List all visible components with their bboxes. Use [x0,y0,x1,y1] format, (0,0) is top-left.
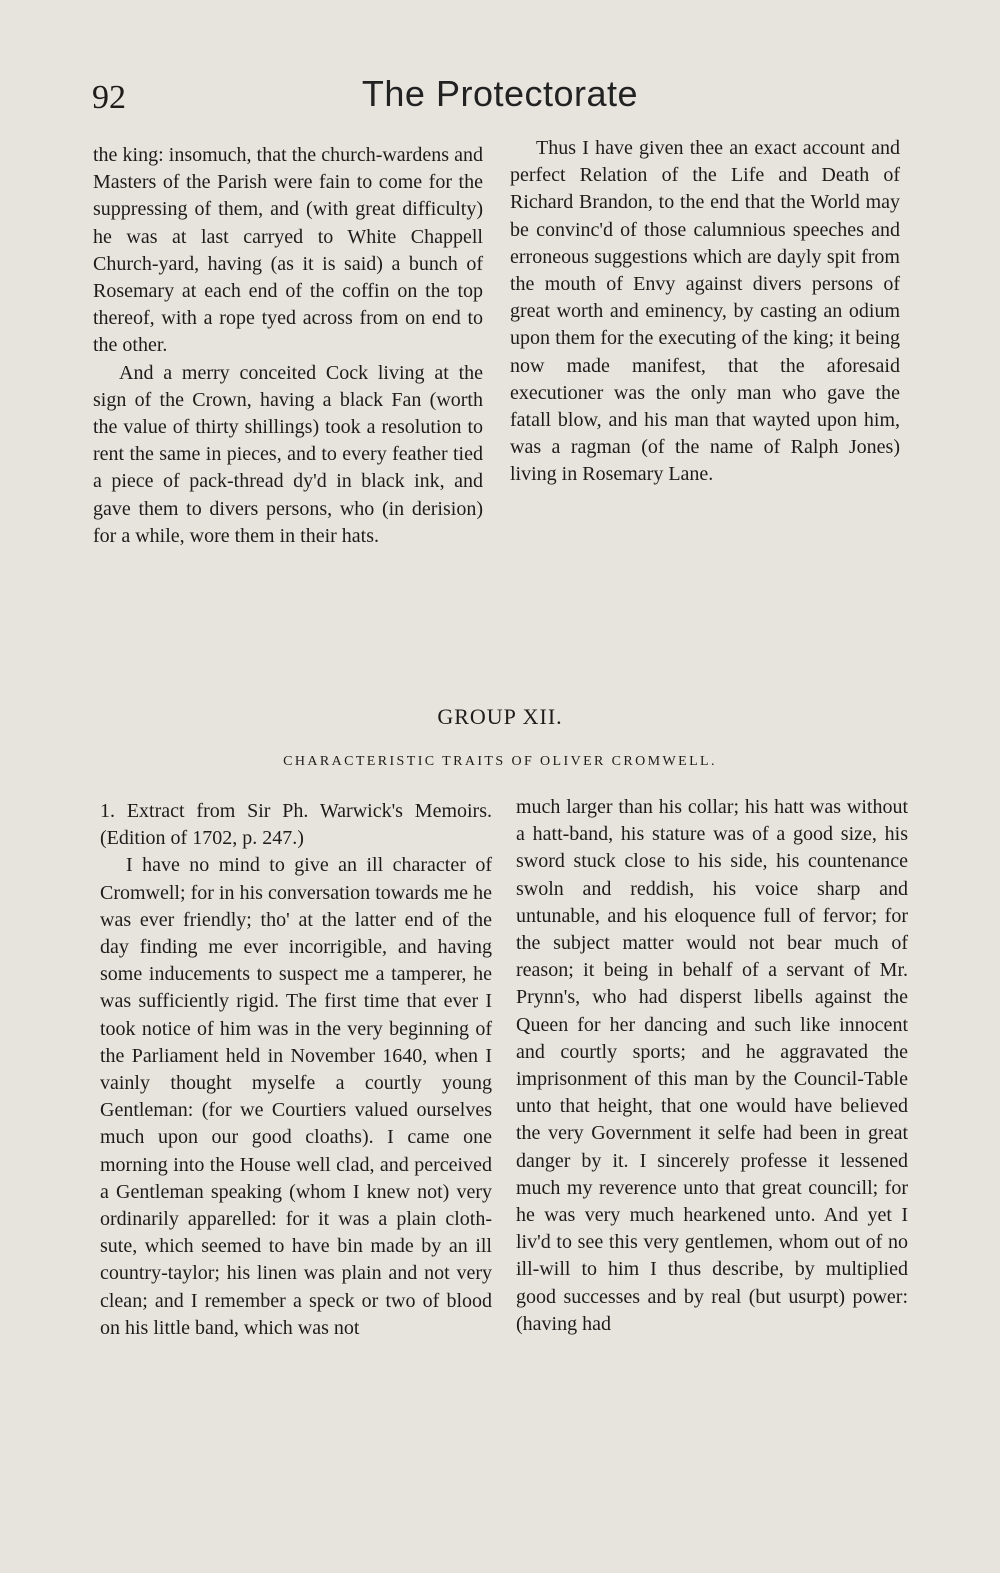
section-heading: GROUP XII. [437,704,563,729]
section-subheading: CHARACTERISTIC TRAITS OF OLIVER CROMWELL. [283,754,717,769]
top-right-column [510,135,900,489]
top-left-column [93,142,483,550]
bottom-left-column [100,798,492,1342]
running-title: The Protectorate [361,73,639,114]
paragraph: 1. Extract from Sir Ph. Warwick's Memoirs. (Edition of 1702, p. 247.) [100,800,492,850]
paragraph: Thus I have given thee an exact account and perfect Relation of the Life and Death of Richard Brandon, to the end that the World may be convinc'd of those calumnious speeches and erroneous suggestions which are dayly spit from the mouth of Envy against divers persons of great worth and eminency, by casting an odium upon them for the executing of the king; it being now made manifest, that the aforesaid executioner was the only man who gave the fatall blow, and his man that wayted upon him, was a ragman (of the name of Ralph Jones) living in Rosemary Lane. [510,137,900,486]
paragraph: much larger than his collar; his hatt was without a hatt-band, his stature was of a good size, his sword stuck close to his side, his countenance swoln and reddish, his voice sharp and untunable, and his eloquence full of fervor; for the subject matter would not bear much of reason; it being in behalf of a servant of Mr. Prynn's, who had disperst libells against the Queen for her dancing and such like innocent and courtly sports; and he aggravated the imprisonment of this man by the Council-Table unto that height, that one would have believed the very Government it selfe had been in great danger by it. I sincerely professe it lessened much my reverence unto that great councill; for he was very much hearkened unto. And yet I liv'd to see this very gentlemen, whom out of no ill-will to him I thus describe, by multiplied good successes and by real (but usurpt) power: (having had [516,796,908,1335]
bottom-right-column [516,794,908,1338]
page-number: 92 [92,79,126,116]
paragraph: And a merry conceited Cock living at the sign of the Crown, having a black Fan (worth the value of thirty shillings) took a resolution to rent the same in pieces, and to every feather tied a piece of pack-thread dy'd in black ink, and gave them to divers persons, who (in derision) for a while, wore them in their hats. [93,361,483,547]
paragraph: the king: insomuch, that the church-wardens and Masters of the Parish were fain to come for the suppressing of them, and (with great difficulty) he was at last carryed to White Chappell Church-yard, having (as it is said) a bunch of Rosemary at each end of the coffin on the top thereof, with a rope tyed across from on end to the other. [93,144,483,357]
paragraph: I have no mind to give an ill character of Cromwell; for in his conversation towards me he was ever friendly; tho' at the latter end of the day finding me ever incorrigible, and having some inducements to suspect me a tamperer, he was sufficiently rigid. The first time that ever I took notice of him was in the very beginning of the Parliament held in November 1640, when I vainly thought myselfe a courtly young Gentleman: (for we Courtiers valued ourselves much upon our good cloaths). I came one morning into the House well clad, and perceived a Gentleman speaking (whom I knew not) very ordinarily apparelled: for it was a plain cloth-sute, which seemed to have bin made by an ill country-taylor; his linen was plain and not very clean; and I remember a speck or two of blood on his little band, which was not [100,854,492,1339]
